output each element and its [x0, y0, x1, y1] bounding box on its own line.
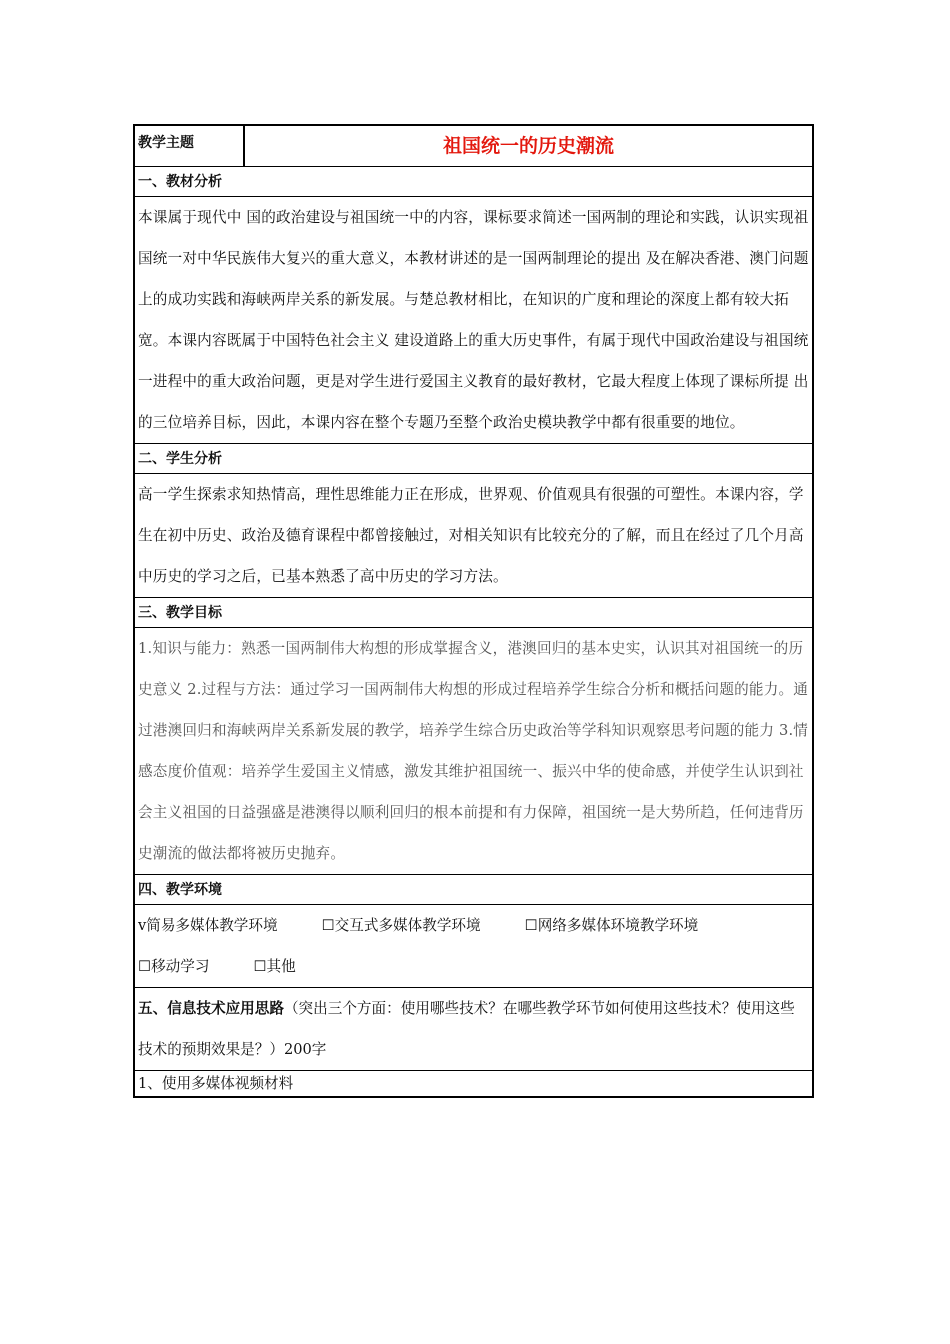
option-interactive-multimedia[interactable]: ☐交互式多媒体教学环境: [321, 917, 481, 934]
section-heading-student-analysis: 二、学生分析: [135, 443, 812, 473]
section-heading-material-analysis: 一、教材分析: [135, 166, 812, 196]
section-heading-teaching-goals: 三、教学目标: [135, 597, 812, 627]
lesson-title: 祖国统一的历史潮流: [442, 135, 614, 157]
material-analysis-body: 本课属于现代中 国的政治建设与祖国统一中的内容，课标要求简述一国两制的理论和实践，认识实现祖国统一对中华民族伟大复兴的重大意义，本教材讲述的是一国两制理论的提出 及在解决香港、澳门问题上的成功实践和海峡两岸关系的新发展。与楚总教材相比，在知识的广度和理论的深度上都有较大拓宽。本课内容既属于中国特色社会主义 建设道路上的重大历史事件，有属于现代中国政治建设与祖国统一进程中的重大政治问题，更是对学生进行爱国主义教育的最好教材，它最大程度上体现了课标所提 出的三位培养目标，因此，本课内容在整个专题乃至整个政治史模块教学中都有很重要的地位。: [135, 196, 812, 443]
option-other[interactable]: ☐其他: [253, 958, 296, 975]
option-network-multimedia[interactable]: ☐网络多媒体环境教学环境: [524, 917, 699, 934]
it-application-heading-bold: 五、信息技术应用思路: [138, 1000, 284, 1017]
environment-options-line-1: [138, 905, 809, 946]
it-application-heading-note: （突出三个方面：使用哪些技术？在哪些教学环节如何使用这些技术？使用这些技术的预期效果是？）200字: [138, 1000, 795, 1058]
section-heading-teaching-environment: 四、教学环境: [135, 874, 812, 904]
teaching-goals-body: 1.知识与能力：熟悉一国两制伟大构想的形成掌握含义，港澳回归的基本史实，认识其对祖国统一的历史意义 2.过程与方法：通过学习一国两制伟大构想的形成过程培养学生综合分析和概括问题的能力。通过港澳回归和海峡两岸关系新发展的教学，培养学生综合历史政治等学科知识观察思考问题的能力 3.情感态度价值观：培养学生爱国主义情感，激发其维护祖国统一、振兴中华的使命感，并使学生认识到社会主义祖国的日益强盛是港澳得以顺利回归的根本前提和有力保障，祖国统一是大势所趋，任何违背历史潮流的做法都将被历史抛弃。: [135, 627, 812, 874]
option-simple-multimedia[interactable]: v简易多媒体教学环境: [138, 917, 278, 934]
lesson-plan-table: [133, 124, 814, 1098]
topic-label: 教学主题: [135, 126, 245, 166]
student-analysis-body: 高一学生探索求知热情高，理性思维能力正在形成，世界观、价值观具有很强的可塑性。本课内容，学生在初中历史、政治及德育课程中都曾接触过，对相关知识有比较充分的了解，而且在经过了几个月高中历史的学习之后，已基本熟悉了高中历史的学习方法。: [135, 473, 812, 597]
title-row: [135, 126, 812, 166]
section-heading-it-application: [135, 987, 812, 1070]
it-application-item-1: 1、使用多媒体视频材料: [135, 1070, 812, 1096]
environment-options-line-2: [138, 946, 809, 987]
option-mobile-learning[interactable]: ☐移动学习: [138, 958, 210, 975]
teaching-environment-options: [135, 904, 812, 987]
